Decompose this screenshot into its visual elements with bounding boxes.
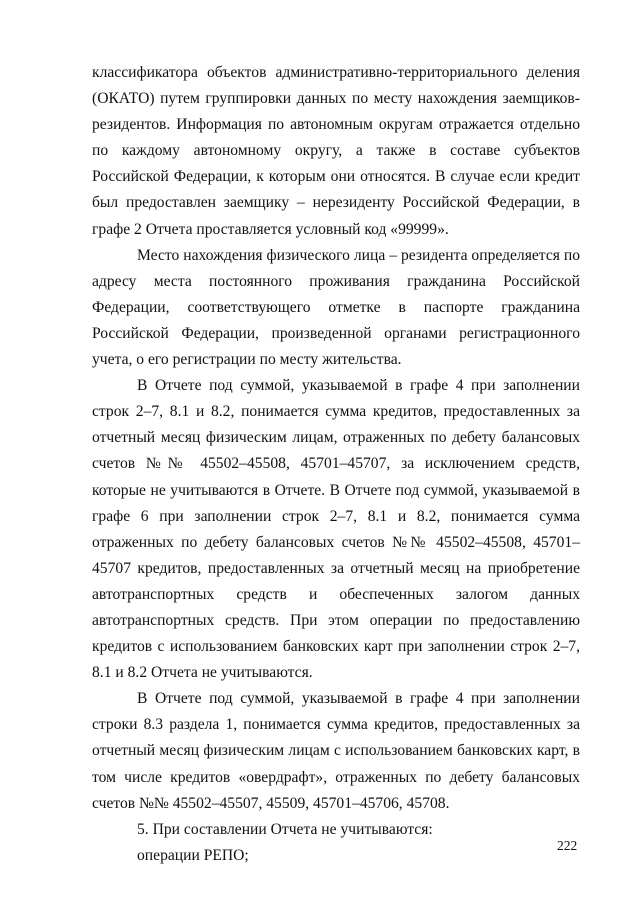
- paragraph-section-5-heading: 5. При составлении Отчета не учитываются:: [137, 820, 433, 838]
- document-page: [92, 60, 580, 869]
- paragraph-residence-definition: Место нахождения физического лица – резидента определяется по адресу места постоянного проживания гражданина Российской Федерации, соответствующего отметке в паспорте гражданина Российской Федерации, произведенной органами регистрационного учета, о его регистрации по месту жительства.: [92, 246, 580, 369]
- paragraph-okato-continuation: классификатора объектов административно-территориального деления (ОКАТО) путем группировки данных по месту нахождения заемщиков-резидентов. Информация по автономным округам отражается отдельно по каждому автономному округу, а также в составе субъектов Российской Федерации, к которым они относятся. В случае если кредит был предоставлен заемщику – нерезиденту Российской Федерации, в графе 2 Отчета проставляется условный код «99999».: [92, 64, 580, 238]
- paragraph-column-4-and-6-rows-2-8: В Отчете под суммой, указываемой в графе 4 при заполнении строк 2–7, 8.1 и 8.2, понимается сумма кредитов, предоставленных за отчетный месяц физическим лицам, отраженных по дебету балансовых счетов №№ 45502–45508, 45701–45707, за исключением средств, которые не учитываются в Отчете. В Отчете под суммой, указываемой в графе 6 при заполнении строк 2–7, 8.1 и 8.2, понимается сумма отраженных по дебету балансовых счетов №№ 45502–45508, 45701–45707 кредитов, предоставленных за отчетный месяц на приобретение автотранспортных средств и обеспеченных залогом данных автотранспортных средств. При этом операции по предоставлению кредитов с использованием банковских карт при заполнении строк 2–7, 8.1 и 8.2 Отчета не учитываются.: [92, 377, 580, 682]
- paragraph-repo-operations: операции РЕПО;: [137, 846, 249, 864]
- paragraph-column-4-row-8-3: В Отчете под суммой, указываемой в графе 4 при заполнении строки 8.3 раздела 1, понимается сумма кредитов, предоставленных за отчетный месяц физическим лицам с использованием банковских карт, в том числе кредитов «овердрафт», отраженных по дебету балансовых счетов №№ 45502–45507, 45509, 45701–45706, 45708.: [92, 690, 580, 812]
- page-number: 222: [557, 838, 578, 853]
